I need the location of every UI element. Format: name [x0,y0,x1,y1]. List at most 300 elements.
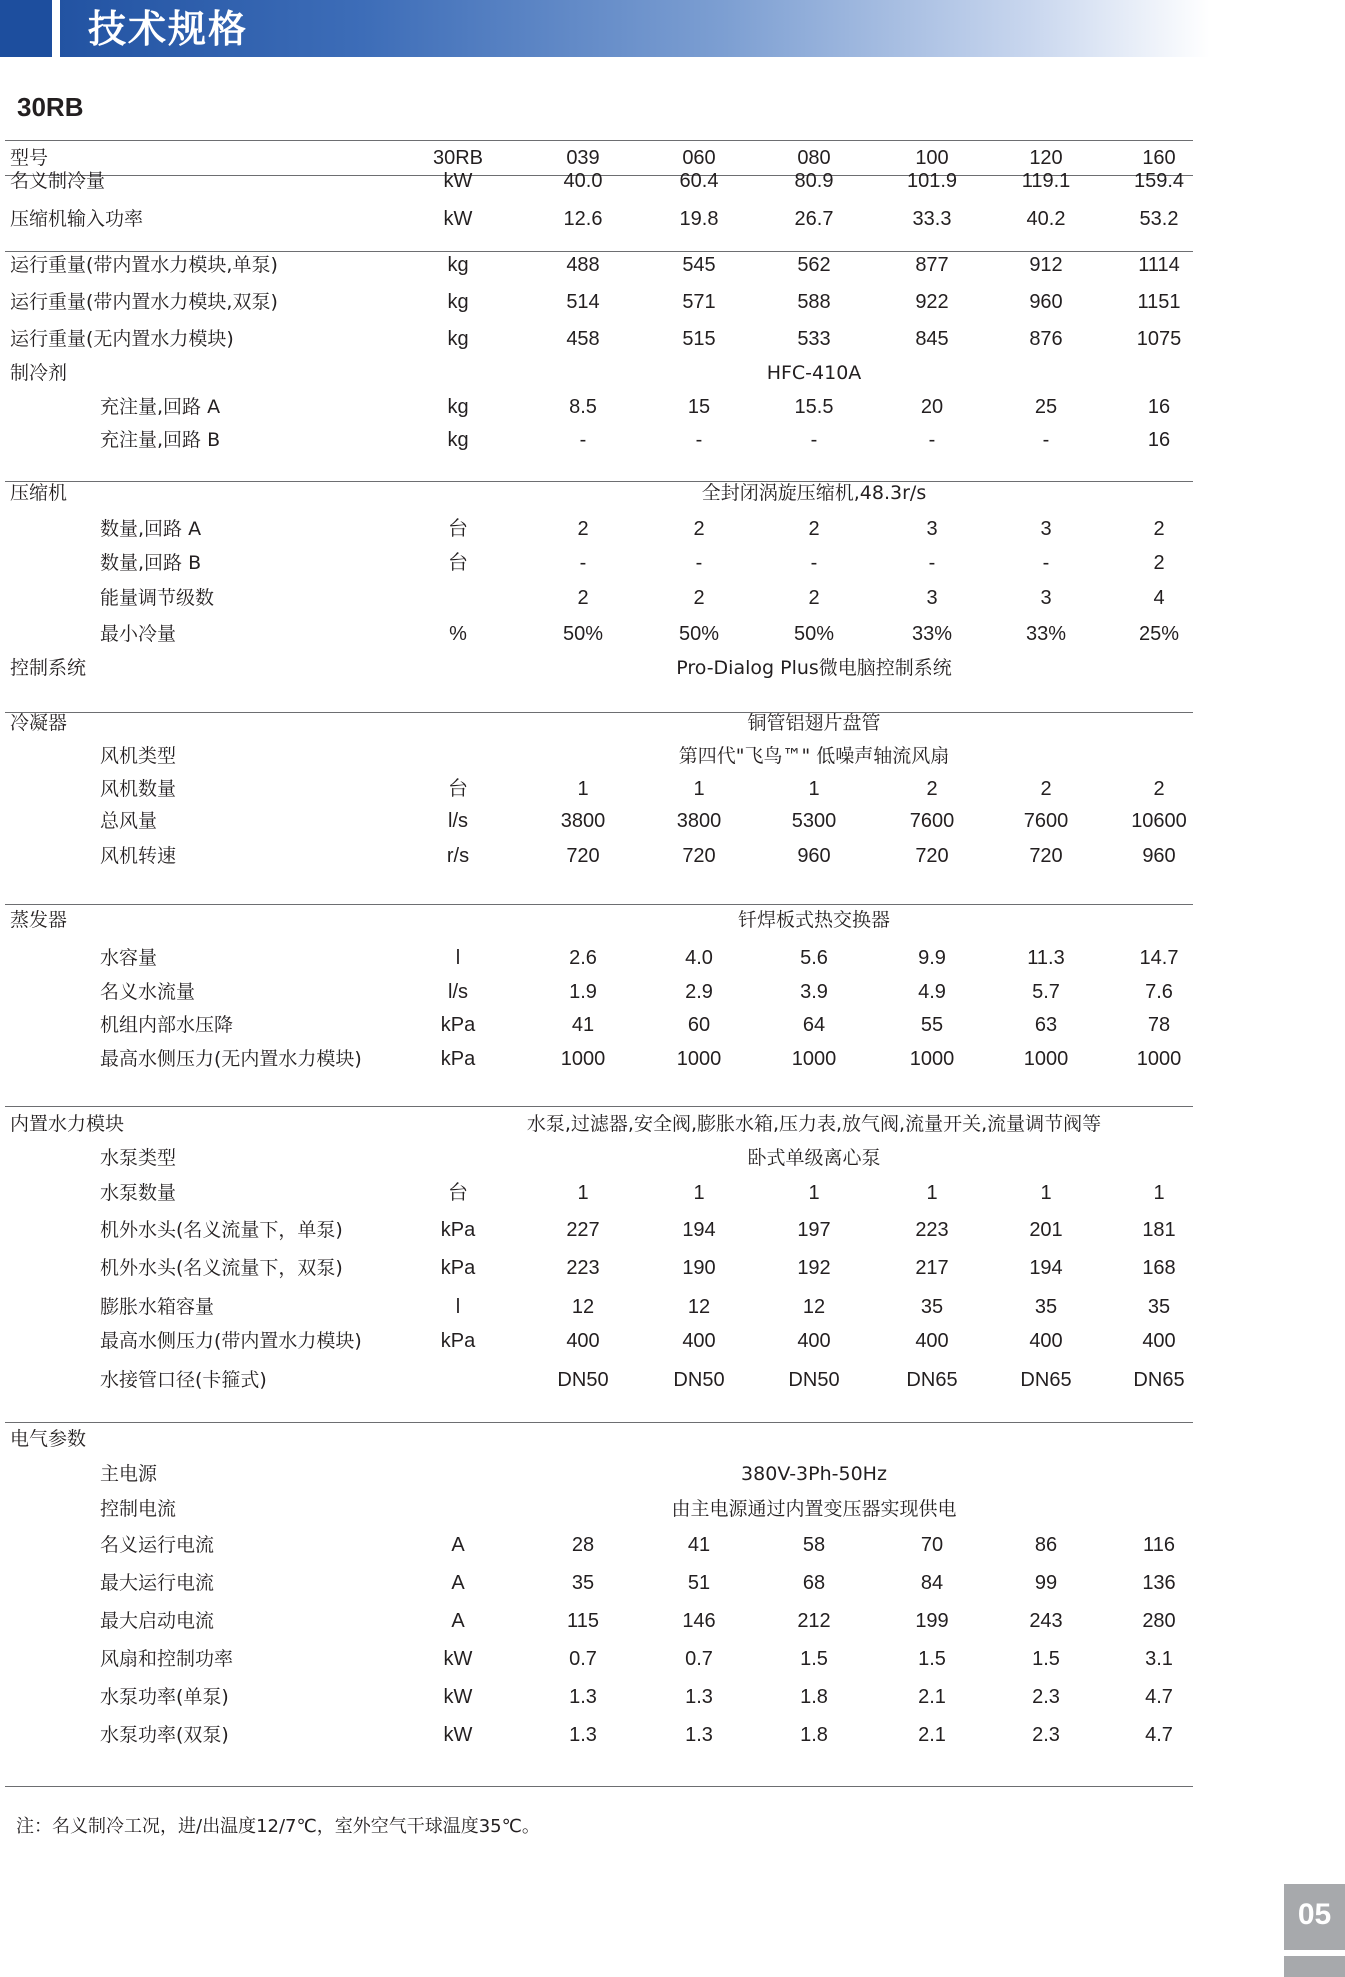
cell-value: 1 [577,778,589,800]
cell-value: 20 [920,396,944,418]
cell-value: 2.1 [918,1724,946,1746]
row-label: 充注量,回路 A [100,396,221,418]
cell-value: 16 [1147,429,1171,451]
cell-value: 1000 [1023,1048,1069,1070]
cell-value: 55 [920,1014,944,1036]
cell-value: 217 [915,1257,949,1279]
row-unit: 台 [448,552,468,574]
cell-value: 51 [687,1572,711,1594]
cell-value: 35 [571,1572,595,1594]
row-unit: kW [443,1648,473,1670]
cell-value: 25% [1138,623,1180,645]
cell-value: - [810,429,818,451]
table-row [0,1143,1200,1173]
row-unit: kW [443,170,473,192]
cell-value: 1114 [1138,254,1180,276]
cell-value: 33% [911,623,953,645]
header-accent-bar [0,0,52,57]
table-row [0,204,1200,234]
row-unit: l [455,947,461,969]
cell-value: 223 [915,1219,949,1241]
cell-value: 1000 [791,1048,837,1070]
cell-value: 1.3 [685,1686,713,1708]
table-row [0,548,1200,578]
row-label: 冷凝器 [10,712,68,734]
cell-value: 28 [571,1534,595,1556]
cell-value: 1000 [909,1048,955,1070]
cell-value: 571 [682,291,716,313]
cell-value: 159.4 [1133,170,1185,192]
cell-value: 400 [1029,1330,1063,1352]
cell-value: 50% [562,623,604,645]
table-row [0,1326,1200,1356]
row-span-value: 全封闭涡旋压缩机,48.3r/s [701,482,927,504]
cell-value: 190 [682,1257,716,1279]
row-unit: 台 [448,1182,468,1204]
cell-value: 1151 [1137,291,1181,313]
cell-value: 3800 [560,810,606,832]
cell-value: 78 [1147,1014,1171,1036]
table-row [0,1459,1200,1489]
cell-value: DN65 [1133,1369,1185,1391]
cell-value: 2 [808,587,820,609]
cell-value: 720 [915,845,949,867]
table-row [0,1530,1200,1560]
cell-value: 400 [915,1330,949,1352]
table-row [0,1215,1200,1245]
cell-value: 9.9 [918,947,946,969]
cell-value: 1 [926,1182,938,1204]
cell-value: 40.0 [563,170,603,192]
cell-value: 3.9 [800,981,828,1003]
row-label: 水泵数量 [100,1182,177,1204]
cell-value: 1 [693,1182,705,1204]
cell-value: 545 [682,254,716,276]
model-column-160: 160 [1142,147,1176,169]
cell-value: 12 [687,1296,711,1318]
cell-value: 25 [1034,396,1058,418]
cell-value: 5300 [791,810,837,832]
row-unit: kW [443,208,473,230]
cell-value: - [1042,429,1050,451]
cell-value: DN65 [1020,1369,1072,1391]
cell-value: 223 [566,1257,600,1279]
cell-value: 201 [1029,1219,1063,1241]
cell-value: 58 [802,1534,826,1556]
cell-value: 33.3 [912,208,952,230]
table-row [0,1644,1200,1674]
row-unit: A [451,1534,465,1556]
cell-value: 168 [1142,1257,1176,1279]
row-label: 名义运行电流 [100,1534,215,1556]
cell-value: - [695,552,703,574]
cell-value: - [810,552,818,574]
table-row [0,905,1200,935]
cell-value: 197 [797,1219,831,1241]
cell-value: 1.3 [569,1724,597,1746]
table-row [0,806,1200,836]
table-row [0,1568,1200,1598]
cell-value: 2 [1153,518,1165,540]
model-column-060: 060 [682,147,716,169]
row-unit: % [449,623,467,645]
cell-value: 11.3 [1027,947,1065,969]
cell-value: 1 [1153,1182,1165,1204]
table-row [0,583,1200,613]
cell-value: DN50 [788,1369,840,1391]
cell-value: 2 [808,518,820,540]
cell-value: 960 [1029,291,1063,313]
cell-value: 243 [1029,1610,1063,1632]
table-row [0,287,1200,317]
page-title: 技术规格 [88,7,249,51]
table-row [0,478,1200,508]
cell-value: 84 [920,1572,944,1594]
table-row [0,1178,1200,1208]
divider [5,140,1193,141]
cell-value: 876 [1029,328,1063,350]
cell-value: 15 [687,396,711,418]
cell-value: 720 [566,845,600,867]
row-label: 数量,回路 A [100,518,202,540]
cell-value: 922 [915,291,949,313]
table-row [0,1109,1200,1139]
cell-value: 194 [682,1219,716,1241]
table-row [0,774,1200,804]
row-unit: r/s [446,845,470,867]
cell-value: 2.9 [685,981,713,1003]
row-label: 名义制冷量 [10,170,106,192]
cell-value: 1 [808,778,820,800]
row-unit: 台 [448,518,468,540]
cell-value: - [579,552,587,574]
cell-value: 2.3 [1032,1686,1060,1708]
model-column-100: 100 [915,147,949,169]
cell-value: 960 [1142,845,1176,867]
row-label: 水接管口径(卡箍式) [100,1369,267,1391]
table-row [0,943,1200,973]
table-row [0,166,1200,196]
row-label: 总风量 [100,810,158,832]
row-unit: kPa [440,1257,476,1279]
cell-value: - [928,552,936,574]
cell-value: 35 [920,1296,944,1318]
row-label: 运行重量(带内置水力模块,双泵) [10,291,278,313]
row-label: 内置水力模块 [10,1113,125,1135]
cell-value: 2 [693,587,705,609]
row-label: 风机类型 [100,745,177,767]
cell-value: 2 [577,518,589,540]
cell-value: 60 [687,1014,711,1036]
cell-value: 5.7 [1032,981,1060,1003]
cell-value: 40.2 [1026,208,1066,230]
cell-value: DN50 [557,1369,609,1391]
cell-value: 80.9 [794,170,834,192]
table-row [0,1720,1200,1750]
cell-value: 7600 [1023,810,1069,832]
cell-value: 877 [915,254,949,276]
cell-value: 720 [682,845,716,867]
cell-value: 514 [566,291,600,313]
cell-value: 70 [920,1534,944,1556]
cell-value: 400 [797,1330,831,1352]
row-span-value: 由主电源通过内置变压器实现供电 [671,1498,957,1520]
cell-value: 2 [926,778,938,800]
cell-value: 3.1 [1145,1648,1173,1670]
table-row [0,1365,1200,1395]
cell-value: 280 [1142,1610,1176,1632]
row-unit: kg [447,396,469,418]
cell-value: 7.6 [1145,981,1173,1003]
cell-value: 2 [1153,552,1165,574]
row-span-value: HFC-410A [766,362,862,384]
cell-value: 588 [797,291,831,313]
model-heading: 30RB [17,92,84,122]
header-unit: 30RB [432,147,484,169]
cell-value: 4.7 [1145,1686,1173,1708]
cell-value: 1.5 [800,1648,828,1670]
table-row [0,514,1200,544]
cell-value: 400 [566,1330,600,1352]
row-label: 最高水侧压力(带内置水力模块) [100,1330,362,1352]
row-label: 运行重量(无内置水力模块) [10,328,234,350]
cell-value: 458 [566,328,600,350]
divider [5,1786,1193,1787]
cell-value: 192 [797,1257,831,1279]
row-unit: 台 [448,778,468,800]
table-row [0,741,1200,771]
row-label: 机组内部水压降 [100,1014,234,1036]
cell-value: 7600 [909,810,955,832]
divider [5,1106,1193,1107]
cell-value: 15.5 [794,396,834,418]
row-label: 运行重量(带内置水力模块,单泵) [10,254,278,276]
cell-value: 912 [1029,254,1063,276]
footnote: 注：名义制冷工况，进/出温度12/7℃，室外空气干球温度35℃。 [16,1816,540,1837]
cell-value: 99 [1034,1572,1058,1594]
row-label: 风机数量 [100,778,177,800]
table-row [0,841,1200,871]
cell-value: 35 [1034,1296,1058,1318]
cell-value: 1.8 [800,1724,828,1746]
table-row [0,1606,1200,1636]
row-span-value: 卧式单级离心泵 [747,1147,881,1169]
row-label: 最大运行电流 [100,1572,215,1594]
cell-value: 12 [571,1296,595,1318]
row-label: 主电源 [100,1463,158,1485]
row-label: 数量,回路 B [100,552,202,574]
cell-value: 3 [926,587,938,609]
cell-value: DN50 [673,1369,725,1391]
cell-value: 2 [1040,778,1052,800]
cell-value: 1 [693,778,705,800]
cell-value: 533 [797,328,831,350]
cell-value: 1 [1040,1182,1052,1204]
row-unit: kg [447,328,469,350]
row-unit: kPa [440,1330,476,1352]
cell-value: 64 [802,1014,826,1036]
row-unit: kPa [440,1014,476,1036]
cell-value: 2.6 [569,947,597,969]
cell-value: 194 [1029,1257,1063,1279]
row-span-value: Pro-Dialog Plus微电脑控制系统 [676,657,952,679]
cell-value: 50% [793,623,835,645]
cell-value: 515 [682,328,716,350]
cell-value: 26.7 [794,208,834,230]
cell-value: 1.3 [685,1724,713,1746]
row-label: 充注量,回路 B [100,429,221,451]
cell-value: 1000 [676,1048,722,1070]
cell-value: - [579,429,587,451]
cell-value: 19.8 [679,208,719,230]
page-number-box [1284,1884,1345,1950]
row-label: 风扇和控制功率 [100,1648,234,1670]
cell-value: 12.6 [563,208,603,230]
cell-value: 60.4 [679,170,719,192]
row-unit: l [455,1296,461,1318]
cell-value: 35 [1147,1296,1171,1318]
row-label: 蒸发器 [10,909,68,931]
cell-value: 212 [797,1610,831,1632]
cell-value: 33% [1025,623,1067,645]
cell-value: 400 [682,1330,716,1352]
row-label: 制冷剂 [10,362,68,384]
cell-value: 50% [678,623,720,645]
cell-value: 1.8 [800,1686,828,1708]
cell-value: 1.5 [918,1648,946,1670]
row-unit: A [451,1572,465,1594]
row-label: 压缩机 [10,482,68,504]
row-label: 最高水侧压力(无内置水力模块) [100,1048,362,1070]
cell-value: 101.9 [906,170,958,192]
row-unit: kW [443,1724,473,1746]
row-unit: l/s [448,981,468,1003]
table-row [0,392,1200,422]
row-label: 水泵功率(双泵) [100,1724,229,1746]
row-span-value: 水泵,过滤器,安全阀,膨胀水箱,压力表,放气阀,流量开关,流量调节阀等 [526,1113,1102,1135]
row-unit: kPa [440,1048,476,1070]
cell-value: 3 [926,518,938,540]
cell-value: 0.7 [685,1648,713,1670]
table-row [0,425,1200,455]
table-row [0,1682,1200,1712]
table-row [0,324,1200,354]
cell-value: 5.6 [800,947,828,969]
cell-value: 1000 [1136,1048,1182,1070]
row-label: 膨胀水箱容量 [100,1296,215,1318]
row-unit: kPa [440,1219,476,1241]
header-label: 型号 [10,147,49,169]
page-number: 05 [1297,1898,1332,1931]
row-span-value: 钎焊板式热交换器 [737,909,891,931]
row-label: 名义水流量 [100,981,196,1003]
table-row [0,1494,1200,1524]
row-label: 最大启动电流 [100,1610,215,1632]
row-unit: l/s [448,810,468,832]
cell-value: 720 [1029,845,1063,867]
cell-value: 2 [577,587,589,609]
cell-value: 1 [577,1182,589,1204]
cell-value: 1.3 [569,1686,597,1708]
cell-value: 2.1 [918,1686,946,1708]
row-label: 机外水头(名义流量下，单泵) [100,1219,343,1241]
table-row [0,653,1200,683]
cell-value: 1000 [560,1048,606,1070]
cell-value: 12 [802,1296,826,1318]
cell-value: 10600 [1131,810,1187,832]
cell-value: 1.5 [1032,1648,1060,1670]
model-column-039: 039 [566,147,600,169]
divider [5,1422,1193,1423]
table-row [0,1044,1200,1074]
row-label: 最小冷量 [100,623,177,645]
cell-value: 2.3 [1032,1724,1060,1746]
table-row [0,619,1200,649]
model-column-080: 080 [797,147,831,169]
cell-value: - [928,429,936,451]
cell-value: 8.5 [569,396,597,418]
cell-value: 488 [566,254,600,276]
row-label: 水容量 [100,947,158,969]
cell-value: 3 [1040,587,1052,609]
row-unit: kg [447,254,469,276]
cell-value: 63 [1034,1014,1058,1036]
cell-value: 1.9 [569,981,597,1003]
model-column-120: 120 [1029,147,1063,169]
cell-value: 14.7 [1139,947,1179,969]
row-span-value: 第四代"飞鸟™" 低噪声轴流风扇 [678,745,950,767]
row-label: 风机转速 [100,845,177,867]
table-row [0,1424,1200,1454]
row-unit: kg [447,291,469,313]
row-unit: A [451,1610,465,1632]
cell-value: 960 [797,845,831,867]
cell-value: 41 [571,1014,595,1036]
cell-value: 136 [1142,1572,1176,1594]
table-row [0,1292,1200,1322]
cell-value: 116 [1143,1534,1175,1556]
cell-value: 16 [1147,396,1171,418]
cell-value: 53.2 [1139,208,1179,230]
cell-value: 86 [1034,1534,1058,1556]
cell-value: 199 [915,1610,949,1632]
table-row [0,1253,1200,1283]
cell-value: 1 [808,1182,820,1204]
cell-value: 562 [797,254,831,276]
table-row [0,708,1200,738]
cell-value: 227 [566,1219,600,1241]
cell-value: 0.7 [569,1648,597,1670]
table-row [0,1010,1200,1040]
row-label: 控制系统 [10,657,87,679]
row-label: 电气参数 [10,1428,87,1450]
cell-value: 1075 [1136,328,1182,350]
table-row [0,250,1200,280]
cell-value: 845 [915,328,949,350]
cell-value: 4.7 [1145,1724,1173,1746]
row-span-value: 380V-3Ph-50Hz [741,1463,887,1485]
row-label: 压缩机输入功率 [10,208,144,230]
row-label: 控制电流 [100,1498,177,1520]
table-row [0,358,1200,388]
cell-value: 181 [1142,1219,1176,1241]
row-span-value: 铜管铝翅片盘管 [747,712,881,734]
cell-value: 3 [1040,518,1052,540]
cell-value: 146 [682,1610,716,1632]
row-unit: kg [447,429,469,451]
cell-value: 119.1 [1021,170,1071,192]
cell-value: - [1042,552,1050,574]
